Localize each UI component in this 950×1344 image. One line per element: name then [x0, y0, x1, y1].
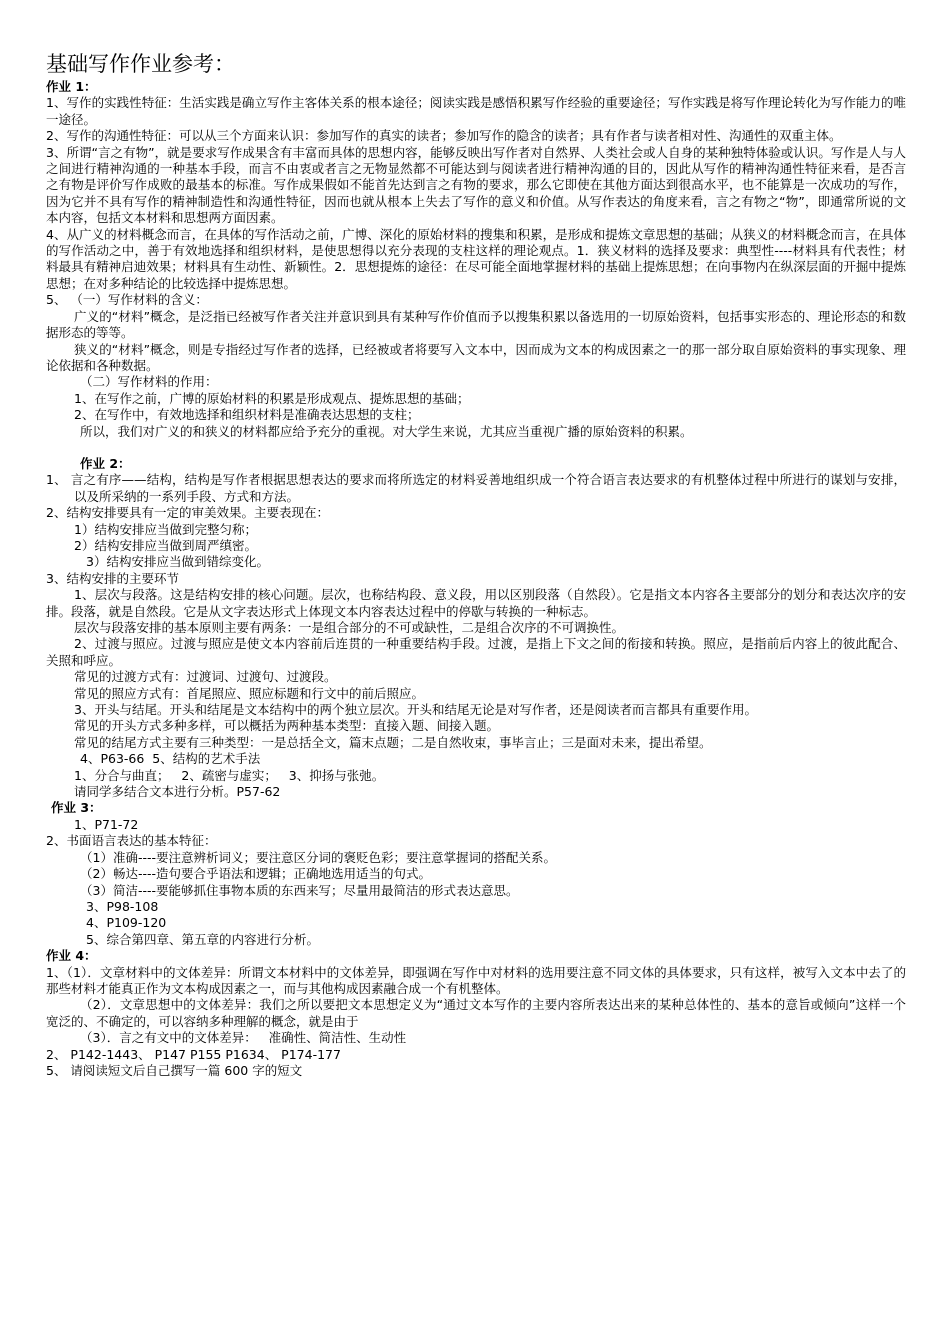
paragraph: 3、P98-108	[86, 898, 159, 914]
paragraph: 3）结构安排应当做到错综变化。	[86, 554, 269, 570]
paragraph: 1、（1）．文章材料中的文体差异：所谓文本材料中的文体差异，即强调在写作中对材料的选用要注意不同文体的具体要求，只有这样，被写入文本中去了的那些材料才能真正作为文本构成因素之一，而与其他构成因素融合成一个有机整体。	[46, 964, 906, 996]
paragraph: 4、从广义的材料概念而言，在具体的写作活动之前，广博、深化的原始材料的搜集和积累，是形成和提炼文章思想的基础；从狭义的材料概念而言，在具体的写作活动之中，善于有效地选择和组织材料，是使思想得以充分表现的支柱这样的理论观点。1．狭义材料的选择及要求：典型性----材料具有代表性；材料最具有精神启迪效果；材料具有生动性、新颖性。2．思想提炼的途径：在尽可能全面地掌握材料的基础上提炼思想；在向事物内在纵深层面的开掘中提炼思想；在对多种结论的比较选择中提炼思想。	[46, 226, 906, 291]
paragraph: 5、综合第四章、第五章的内容进行分析。	[86, 931, 319, 947]
paragraph: 1、在写作之前，广博的原始材料的积累是形成观点、提炼思想的基础；	[74, 390, 470, 406]
paragraph: 2、写作的沟通性特征：可以从三个方面来认识：参加写作的真实的读者；参加写作的隐含的读者；具有作者与读者相对性、沟通性的双重主体。	[46, 128, 842, 144]
paragraph: 3、结构安排的主要环节	[46, 570, 179, 586]
paragraph: 狭义的“材料”概念，则是专指经过写作者的选择，已经被或者将要写入文本中，因而成为文本的构成因素之一的那一部分取自原始资料的事实现象、理论依据和各种数据。	[46, 341, 906, 373]
homework-3-section	[46, 800, 906, 948]
document-page	[46, 50, 906, 1079]
paragraph: 请同学多结合文本进行分析。P57-62	[74, 784, 281, 800]
paragraph: （3）．言之有文中的文体差异： 准确性、简洁性、生动性	[80, 1030, 407, 1046]
homework-2-section	[46, 456, 906, 801]
paragraph: 2）结构安排应当做到周严缜密。	[74, 537, 257, 553]
document-title: 基础写作作业参考：	[46, 52, 235, 76]
paragraph: 常见的结尾方式主要有三种类型：一是总括全文，篇末点题；二是自然收束，事毕言止；三是面对未来，提出希望。	[74, 734, 712, 750]
paragraph: （2）．文章思想中的文体差异：我们之所以要把文本思想定义为“通过文本写作的主要内容所表达出来的某种总体性的、基本的意旨或倾向”这样一个宽泛的、不确定的，可以容纳多种理解的概念，就是由于	[46, 997, 906, 1029]
paragraph: 2、在写作中，有效地选择和组织材料是准确表达思想的支柱；	[74, 407, 420, 423]
homework-1-heading: 作业 1：	[46, 79, 97, 94]
homework-4-section	[46, 948, 906, 1079]
paragraph: （2）畅达----造句要合乎语法和逻辑；正确地选用适当的句式。	[80, 866, 431, 882]
homework-1-section	[46, 79, 906, 440]
paragraph: 3、所谓“言之有物”，就是要求写作成果含有丰富而具体的思想内容，能够反映出写作者对自然界、人类社会或人自身的某种独特体验或认识。写作是人与人之间进行精神沟通的一种基本手段，而言不由衷或者言之无物显然都不可能达到与阅读者进行精神沟通的目的，因此从写作的精神沟通性特征来看，是否言之有物是评价写作成败的最基本的标准。写作成果假如不能首先达到言之有物的要求，那么它即使在其他方面达到很高水平，也不能算是一次成功的写作，因为它并不具有写作的精神制造性和沟通性特征，因而也就从根本上失去了写作的意义和价值。从写作表达的角度来看，言之有物之“物”，即通常所说的文本内容，包括文本材料和思想两方面因素。	[46, 144, 906, 226]
paragraph: （1）准确----要注意辨析词义；要注意区分词的褒贬色彩；要注意掌握词的搭配关系。	[80, 849, 556, 865]
paragraph: 1、P71-72	[74, 816, 139, 832]
paragraph: 1、 言之有序——结构，结构是写作者根据思想表达的要求而将所选定的材料妥善地组织成一个符合语言表达要求的有机整体过程中所进行的谋划与安排，以及所采纳的一系列手段、方式和方法。	[46, 472, 906, 504]
paragraph: （3）简洁----要能够抓住事物本质的东西来写；尽量用最简洁的形式表达意思。	[80, 882, 519, 898]
paragraph: 3、开头与结尾。开头和结尾是文本结构中的两个独立层次。开头和结尾无论是对写作者，还是阅读者而言都具有重要作用。	[74, 702, 757, 718]
paragraph: 5、 （一）写作材料的含义：	[46, 292, 208, 308]
paragraph: 4、P63-66 5、结构的艺术手法	[80, 751, 261, 767]
paragraph: 2、结构安排要具有一定的审美效果。主要表现在：	[46, 505, 329, 521]
spacer	[46, 440, 906, 456]
paragraph: 1、分合与曲直； 2、疏密与虚实； 3、抑扬与张弛。	[74, 767, 385, 783]
homework-2-heading: 作业 2：	[80, 455, 131, 471]
paragraph: 2、书面语言表达的基本特征：	[46, 833, 217, 849]
paragraph: 层次与段落安排的基本原则主要有两条：一是组合部分的不可或缺性，二是组合次序的不可调换性。	[74, 620, 625, 635]
homework-3-heading: 作业 3：	[51, 800, 102, 816]
paragraph: 常见的开头方式多种多样，可以概括为两种基本类型：直接入题、间接入题。	[74, 718, 500, 734]
paragraph: 1、写作的实践性特征：生活实践是确立写作主客体关系的根本途径；阅读实践是感悟积累写作经验的重要途径；写作实践是将写作理论转化为写作能力的唯一途径。	[46, 95, 906, 127]
paragraph: 广义的“材料”概念，是泛指已经被写作者关注并意识到具有某种写作价值而予以搜集积累以备选用的一切原始资料，包括事实形态的、理论形态的和数据形态的等等。	[46, 308, 906, 341]
paragraph: 所以，我们对广义的和狭义的材料都应给予充分的重视。对大学生来说，尤其应当重视广播的原始资料的积累。	[80, 423, 693, 439]
paragraph: 2、 P142-1443、 P147 P155 P1634、 P174-177	[46, 1046, 341, 1062]
paragraph: 4、P109-120	[86, 915, 167, 931]
paragraph: 5、 请阅读短文后自己撰写一篇 600 字的短文	[46, 1062, 303, 1078]
paragraph: 2、过渡与照应。过渡与照应是使文本内容前后连贯的一种重要结构手段。过渡，是指上下文之间的衔接和转换。照应，是指前后内容上的彼此配合、关照和呼应。	[46, 636, 906, 668]
paragraph: 1、层次与段落。这是结构安排的核心问题。层次，也称结构段、意义段，用以区别段落（自然段）。它是指文本内容各主要部分的划分和表达次序的安排。段落，就是自然段。它是从文字表达形式上体现文本内容表达过程中的停歇与转换的一种标志。	[46, 587, 906, 619]
paragraph: 1）结构安排应当做到完整匀称；	[74, 521, 257, 537]
paragraph: 常见的照应方式有：首尾照应、照应标题和行文中的前后照应。	[74, 685, 425, 701]
homework-4-heading: 作业 4：	[46, 948, 97, 964]
paragraph: 常见的过渡方式有：过渡词、过渡句、过渡段。	[74, 669, 337, 685]
paragraph: （二）写作材料的作用：	[80, 374, 218, 390]
